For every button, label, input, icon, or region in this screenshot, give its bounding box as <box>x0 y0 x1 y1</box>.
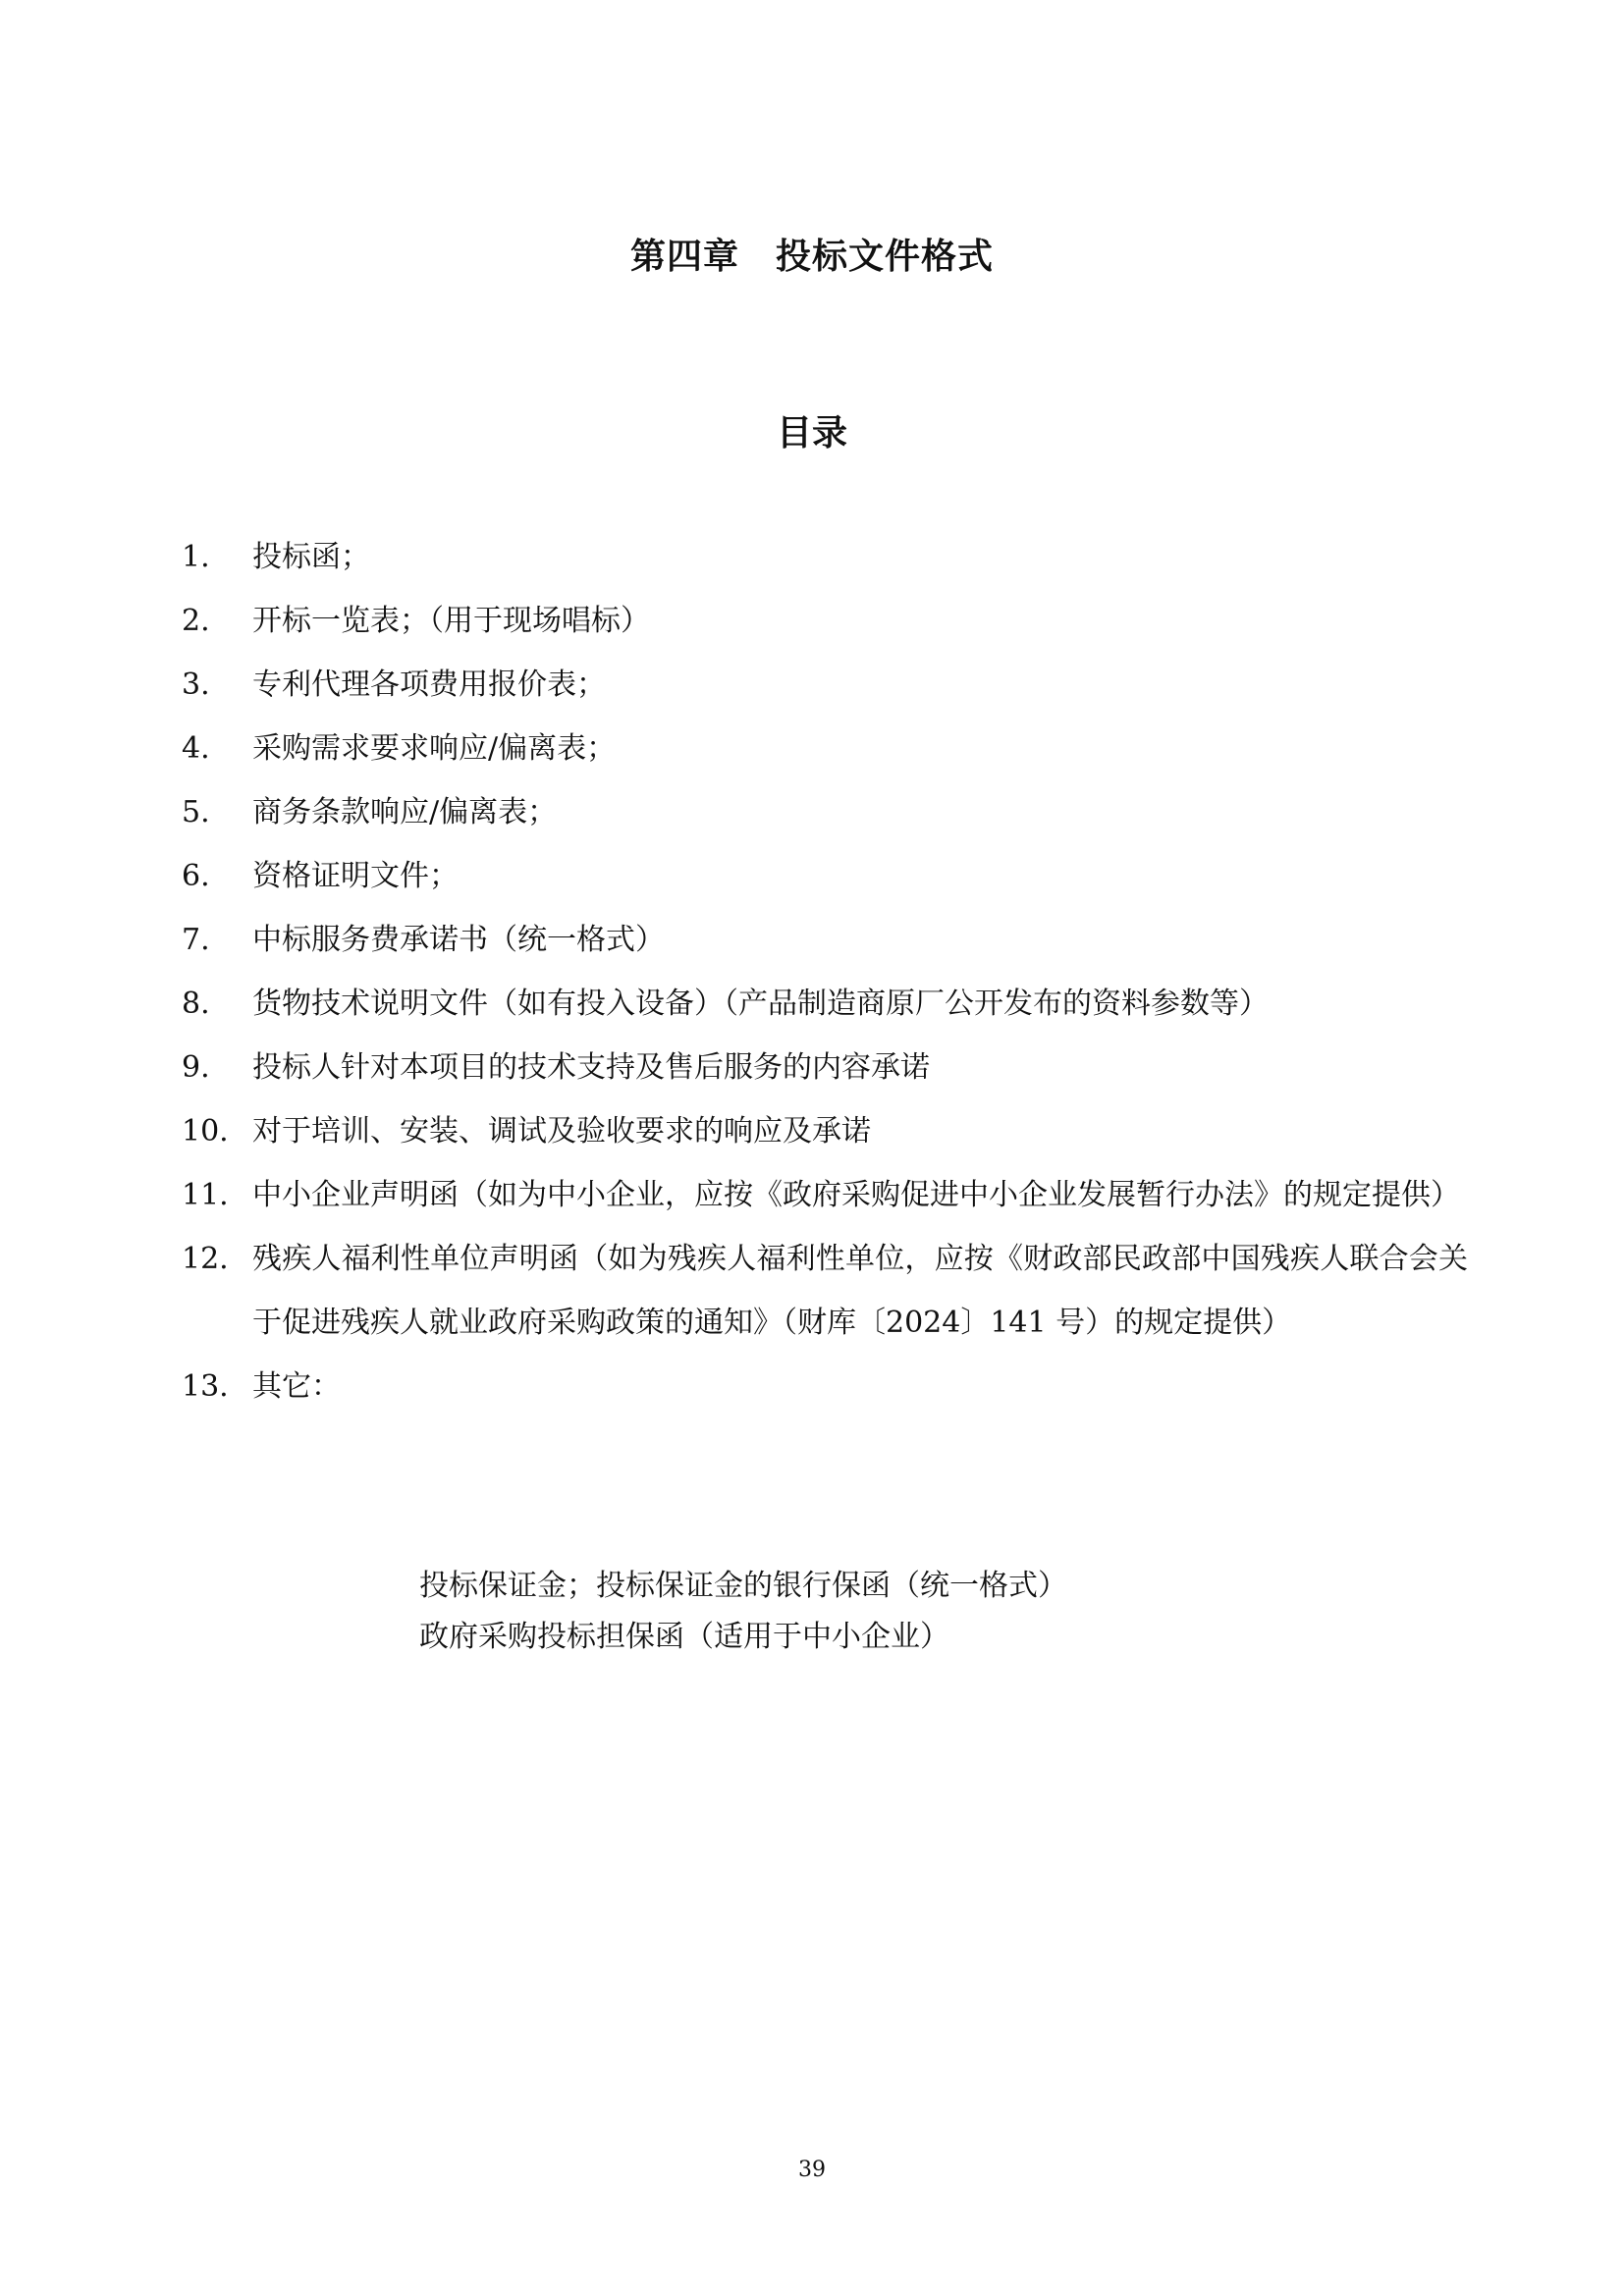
toc-item <box>182 908 1468 972</box>
toc-item <box>182 589 1468 653</box>
toc-title: 目录 <box>776 413 847 454</box>
toc-item <box>182 972 1468 1036</box>
toc-item-text: 中小企业声明函（如为中小企业，应按《政府采购促进中小企业发展暂行办法》的规定提供） <box>252 1178 1460 1212</box>
toc-item-number: 13. <box>182 1369 229 1404</box>
toc-item <box>182 844 1468 908</box>
toc-item-number: 2. <box>182 604 210 638</box>
toc-item-number: 8. <box>182 987 210 1021</box>
toc-item-text: 采购需求要求响应/偏离表； <box>252 731 617 766</box>
toc-item-text: 中标服务费承诺书（统一格式） <box>252 923 665 957</box>
toc-item-text: 投标人针对本项目的技术支持及售后服务的内容承诺 <box>252 1050 930 1085</box>
toc-item-number: 1. <box>182 540 210 574</box>
toc-item-text: 专利代理各项费用报价表； <box>252 667 606 702</box>
toc-item-number: 3. <box>182 667 210 702</box>
toc-list <box>182 525 1468 1418</box>
toc-item <box>182 1227 1468 1355</box>
sub-item-guarantee: 投标保证金；投标保证金的银行保函（统一格式） <box>419 1569 1067 1603</box>
toc-item-number: 10. <box>182 1114 229 1148</box>
toc-item <box>182 1099 1468 1163</box>
toc-item <box>182 1163 1468 1227</box>
toc-item-number: 4. <box>182 731 210 766</box>
toc-item <box>182 1036 1468 1099</box>
toc-item-number: 5. <box>182 795 210 829</box>
toc-item-text: 对于培训、安装、调试及验收要求的响应及承诺 <box>252 1114 871 1148</box>
toc-item-text: 商务条款响应/偏离表； <box>252 795 558 829</box>
toc-item <box>182 717 1468 780</box>
toc-item-text: 开标一览表；（用于现场唱标） <box>252 604 650 638</box>
toc-item-text: 残疾人福利性单位声明函（如为残疾人福利性单位，应按《财政部民政部中国残疾人联合会关于促进残疾人就业政府采购政策的通知》（财库〔2024〕141 号）的规定提供） <box>252 1242 1468 1340</box>
toc-item <box>182 780 1468 844</box>
toc-item-text: 资格证明文件； <box>252 859 459 893</box>
toc-item <box>182 525 1468 589</box>
sub-item-guarantee-letter: 政府采购投标担保函（适用于中小企业） <box>419 1620 949 1654</box>
toc-item-text: 投标函； <box>252 540 370 574</box>
toc-item <box>182 1355 1468 1418</box>
page-number: 39 <box>798 2158 826 2182</box>
chapter-title: 第四章 投标文件格式 <box>629 237 994 277</box>
toc-sub-section <box>182 1551 1468 1663</box>
toc-item-number: 6. <box>182 859 210 893</box>
toc-item-text: 其它： <box>252 1369 341 1404</box>
toc-item <box>182 653 1468 717</box>
toc-item-number: 12. <box>182 1242 229 1276</box>
toc-item-text: 货物技术说明文件（如有投入设备）（产品制造商原厂公开发布的资料参数等） <box>252 987 1269 1021</box>
toc-item-number: 9. <box>182 1050 210 1085</box>
toc-item-number: 7. <box>182 923 210 957</box>
sub-list <box>182 1561 1468 1663</box>
toc-item-number: 11. <box>182 1178 229 1212</box>
